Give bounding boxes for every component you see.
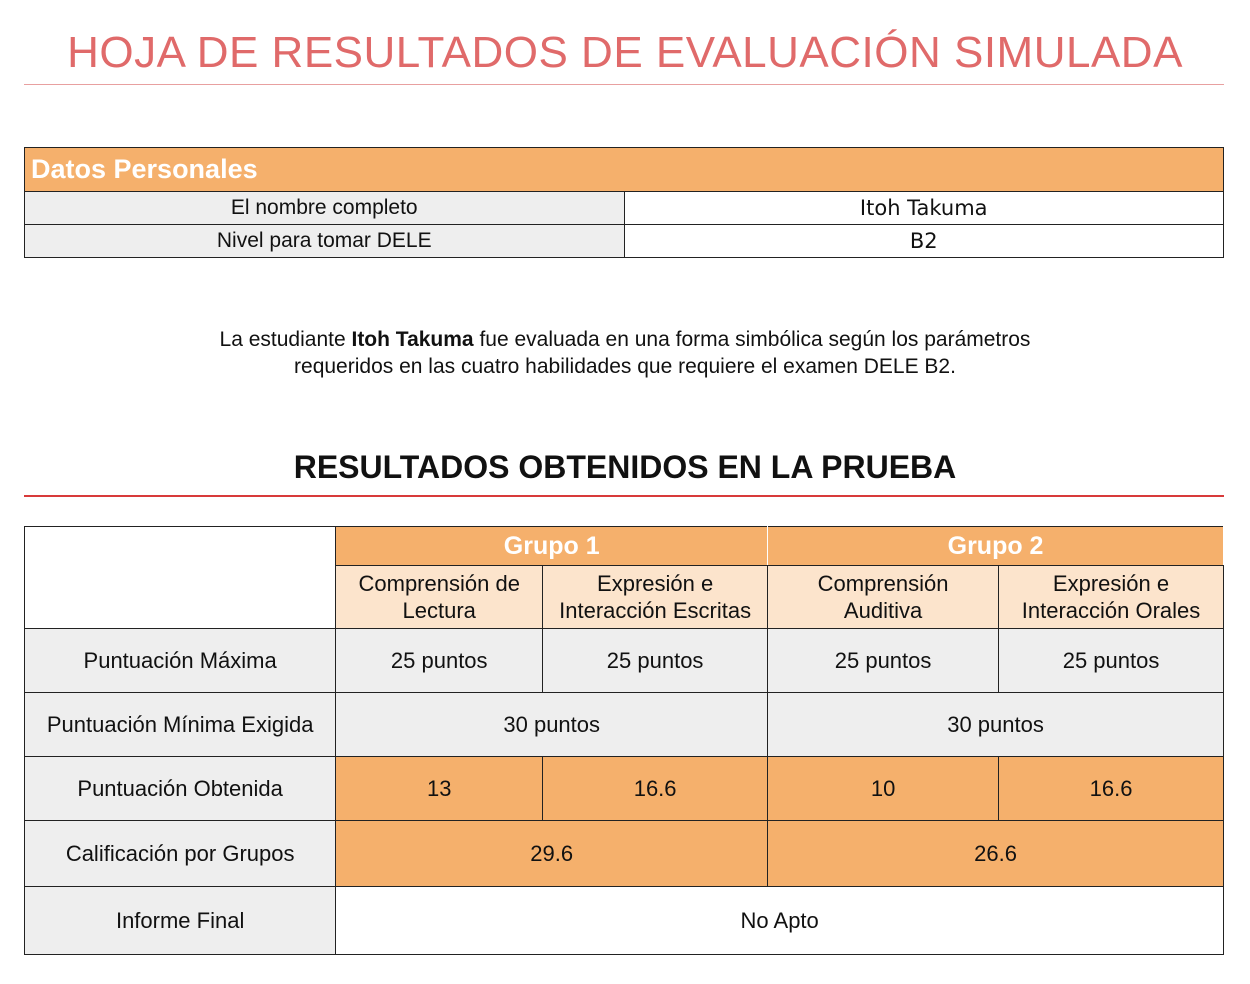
intro-line1-rest: fue evaluada en una forma simbólica según los parámetros bbox=[473, 328, 1031, 351]
min-score-label: Puntuación Mínima Exigida bbox=[25, 693, 336, 757]
max-score-listening: 25 puntos bbox=[768, 629, 999, 693]
skill-reading-line2: Lectura bbox=[402, 598, 476, 623]
max-score-writing: 25 puntos bbox=[543, 629, 768, 693]
final-report-row bbox=[25, 887, 1224, 955]
final-report-value: No Apto bbox=[336, 887, 1224, 955]
skill-reading bbox=[336, 566, 543, 629]
group-score-row bbox=[25, 821, 1224, 887]
min-score-row bbox=[25, 693, 1224, 757]
results-table bbox=[24, 526, 1224, 955]
group-2-score: 26.6 bbox=[768, 821, 1224, 887]
page-title: HOJA DE RESULTADOS DE EVALUACIÓN SIMULADA bbox=[67, 28, 1183, 77]
corner-cell bbox=[25, 527, 336, 629]
personal-row-level bbox=[25, 225, 1224, 258]
obtained-listening: 10 bbox=[768, 757, 999, 821]
full-name-value: Itoh Takuma bbox=[624, 192, 1224, 225]
max-score-label: Puntuación Máxima bbox=[25, 629, 336, 693]
obtained-score-row bbox=[25, 757, 1224, 821]
max-score-row bbox=[25, 629, 1224, 693]
group-score-label: Calificación por Grupos bbox=[25, 821, 336, 887]
obtained-score-label: Puntuación Obtenida bbox=[25, 757, 336, 821]
skill-speaking-line2: Interacción Orales bbox=[1021, 598, 1201, 623]
group-header-row bbox=[25, 527, 1224, 566]
intro-student-name: Itoh Takuma bbox=[351, 328, 474, 351]
personal-data-table bbox=[24, 147, 1224, 258]
skill-reading-line1: Comprensión de bbox=[358, 571, 520, 596]
personal-row-name bbox=[25, 192, 1224, 225]
group-2-header: Grupo 2 bbox=[768, 527, 1224, 566]
skill-listening-line1: Comprensión bbox=[817, 571, 949, 596]
max-score-reading: 25 puntos bbox=[336, 629, 543, 693]
min-score-group-2: 30 puntos bbox=[768, 693, 1224, 757]
personal-data-heading: Datos Personales bbox=[25, 148, 1224, 192]
obtained-writing: 16.6 bbox=[543, 757, 768, 821]
intro-prefix: La estudiante bbox=[219, 328, 352, 351]
group-1-score: 29.6 bbox=[336, 821, 768, 887]
results-divider bbox=[24, 495, 1224, 497]
full-name-label: El nombre completo bbox=[25, 192, 625, 225]
final-report-label: Informe Final bbox=[25, 887, 336, 955]
intro-line-1 bbox=[0, 326, 1250, 353]
dele-level-label: Nivel para tomar DELE bbox=[25, 225, 625, 258]
skill-writing-line2: Interacción Escritas bbox=[559, 598, 752, 623]
skill-writing-line1: Expresión e bbox=[597, 571, 714, 596]
intro-line-2: requeridos en las cuatro habilidades que requiere el examen DELE B2. bbox=[294, 355, 956, 378]
intro-paragraph bbox=[0, 326, 1250, 380]
skill-writing bbox=[543, 566, 768, 629]
skill-speaking bbox=[999, 566, 1224, 629]
group-1-header: Grupo 1 bbox=[336, 527, 768, 566]
title-divider bbox=[24, 84, 1224, 85]
max-score-speaking: 25 puntos bbox=[999, 629, 1224, 693]
results-heading: RESULTADOS OBTENIDOS EN LA PRUEBA bbox=[293, 449, 957, 485]
skill-speaking-line1: Expresión e bbox=[1052, 571, 1170, 596]
dele-level-value: B2 bbox=[624, 225, 1224, 258]
obtained-reading: 13 bbox=[336, 757, 543, 821]
obtained-speaking: 16.6 bbox=[999, 757, 1224, 821]
min-score-group-1: 30 puntos bbox=[336, 693, 768, 757]
skill-listening bbox=[768, 566, 999, 629]
skill-listening-line2: Auditiva bbox=[843, 598, 923, 623]
